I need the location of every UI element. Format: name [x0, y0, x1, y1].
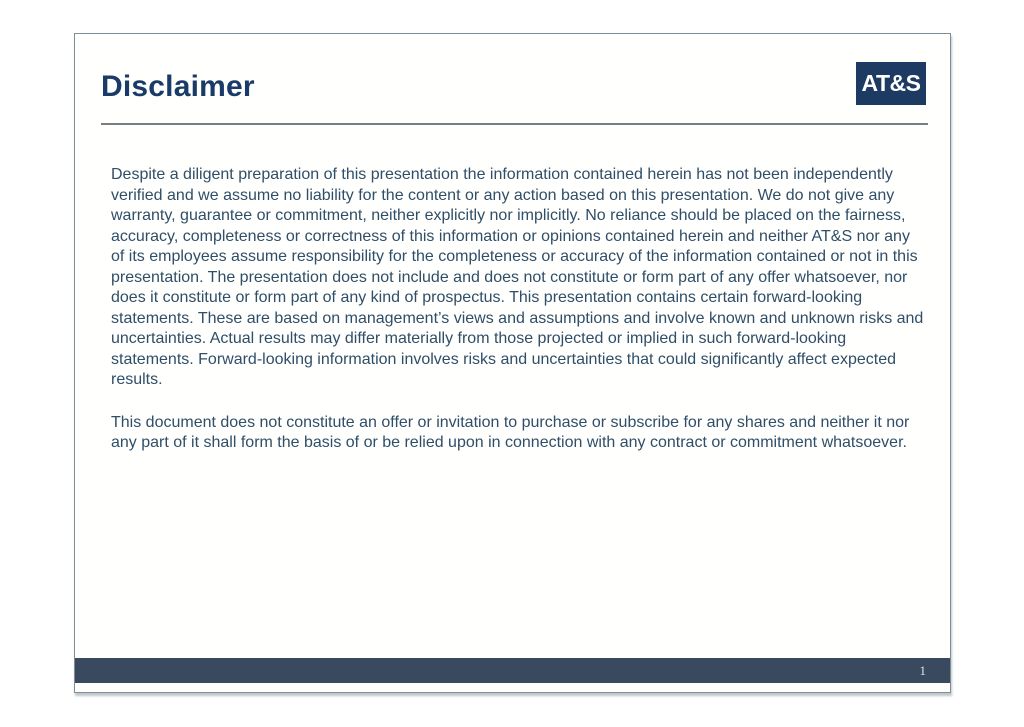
disclaimer-paragraph-1: Despite a diligent preparation of this presentation the information contained herein has not been independently verified and we assume no liability for the content or any action based on this presentation. We do not give any warranty, guarantee or commitment, neither explicitly nor implicitly. No reliance should be placed on the fairness, accuracy, completeness or correctness of this information or opinions contained herein and neither AT&S nor any of its employees assume responsibility for the completeness or accuracy of the information contained or not in this presentation. The presentation does not include and does not constitute or form part of any offer whatsoever, nor does it constitute or form part of any kind of prospectus. This presentation contains certain forward-looking statements. These are based on management’s views and assumptions and involve known and unknown risks and uncertainties. Actual results may differ materially from those projected or implied in such forward-looking statements. Forward-looking information involves risks and uncertainties that could significantly affect expected results.: [111, 166, 924, 388]
title-divider: [101, 123, 928, 125]
disclaimer-body: [111, 165, 925, 454]
ats-logo: [856, 62, 926, 105]
page-number: 1: [919, 663, 926, 678]
footer-bar: [75, 658, 950, 683]
page-title: Disclaimer: [101, 70, 255, 103]
slide-canvas: [74, 33, 951, 693]
ats-logo-text: AT&S: [861, 70, 921, 96]
disclaimer-paragraph-2: This document does not constitute an offer or invitation to purchase or subscribe for any shares and neither it nor any part of it shall form the basis of or be relied upon in connection with any contract or commitment whatsoever.: [111, 413, 910, 451]
